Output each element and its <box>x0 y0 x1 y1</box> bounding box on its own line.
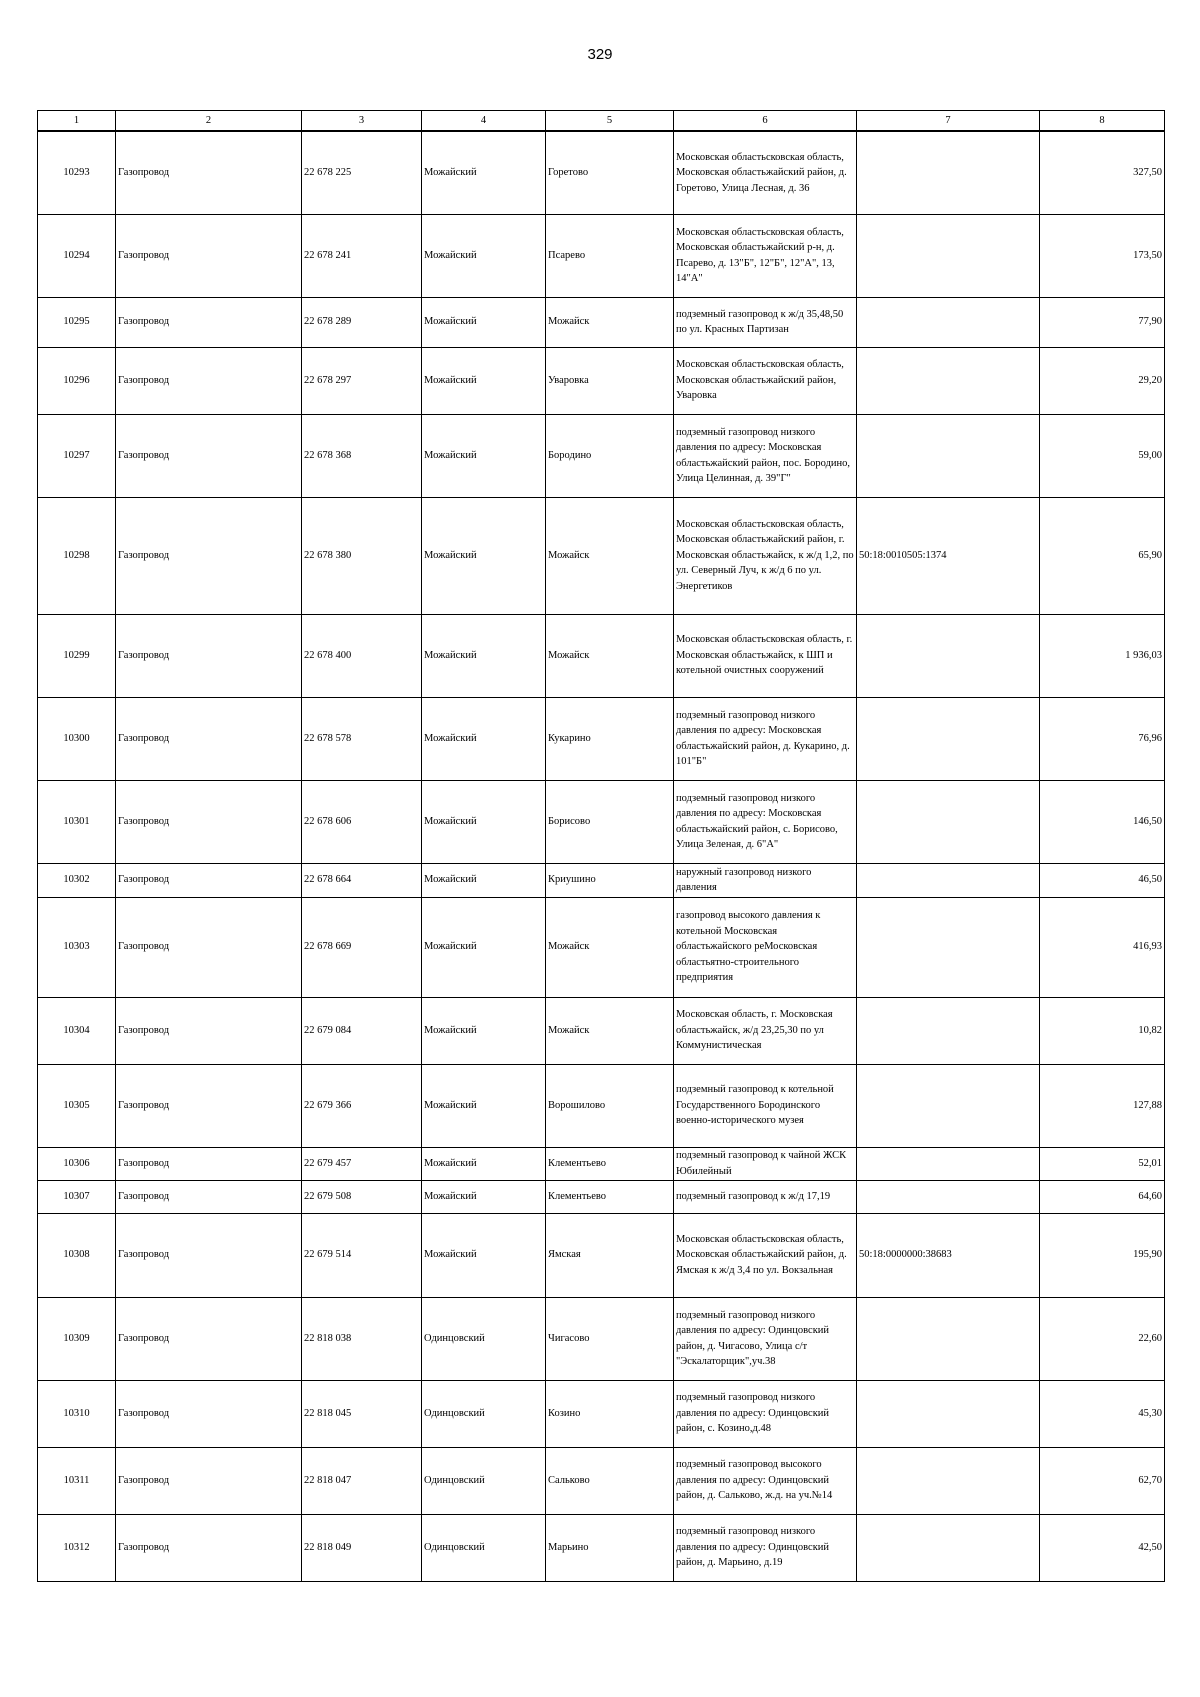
item-number: 10311 <box>38 1447 116 1514</box>
item-number: 10302 <box>38 863 116 897</box>
district: Можайский <box>422 131 546 214</box>
item-number: 10299 <box>38 614 116 697</box>
district: Можайский <box>422 497 546 614</box>
length-value: 45,30 <box>1040 1380 1165 1447</box>
registry-table <box>37 110 1165 1582</box>
length-value: 64,60 <box>1040 1180 1165 1213</box>
item-number: 10300 <box>38 697 116 780</box>
item-number: 10296 <box>38 347 116 414</box>
object-code: 22 818 049 <box>302 1514 422 1581</box>
locality: Марьино <box>546 1514 674 1581</box>
cadastral-number <box>857 897 1040 997</box>
column-number: 5 <box>546 111 674 132</box>
cadastral-number <box>857 1297 1040 1380</box>
object-code: 22 818 047 <box>302 1447 422 1514</box>
column-number: 8 <box>1040 111 1165 132</box>
table-row <box>38 1213 1165 1297</box>
table-row <box>38 780 1165 863</box>
length-value: 1 936,03 <box>1040 614 1165 697</box>
object-name: Газопровод <box>116 1297 302 1380</box>
address: газопровод высокого давления к котельной Московская областьжайского реМосковская областьятно-строительного предприятия <box>674 897 857 997</box>
table-row <box>38 1297 1165 1380</box>
table-row <box>38 1147 1165 1180</box>
object-code: 22 679 366 <box>302 1064 422 1147</box>
item-number: 10304 <box>38 997 116 1064</box>
item-number: 10309 <box>38 1297 116 1380</box>
address: Московская областьсковская область, Московская областьжайский р-н, д. Псарево, д. 13"Б", 12"Б", 12"А", 13, 14"А" <box>674 214 857 297</box>
object-name: Газопровод <box>116 697 302 780</box>
table-row <box>38 414 1165 497</box>
length-value: 416,93 <box>1040 897 1165 997</box>
object-name: Газопровод <box>116 997 302 1064</box>
cadastral-number <box>857 131 1040 214</box>
address: Московская областьсковская область, Московская областьжайский район, д. Ямская к ж/д 3,4 по ул. Вокзальная <box>674 1213 857 1297</box>
length-value: 195,90 <box>1040 1213 1165 1297</box>
length-value: 59,00 <box>1040 414 1165 497</box>
district: Можайский <box>422 297 546 347</box>
table-row <box>38 997 1165 1064</box>
cadastral-number <box>857 297 1040 347</box>
district: Одинцовский <box>422 1514 546 1581</box>
cadastral-number <box>857 1380 1040 1447</box>
table-row <box>38 497 1165 614</box>
cadastral-number: 50:18:0010505:1374 <box>857 497 1040 614</box>
length-value: 173,50 <box>1040 214 1165 297</box>
locality: Кукарино <box>546 697 674 780</box>
district: Одинцовский <box>422 1380 546 1447</box>
district: Можайский <box>422 697 546 780</box>
object-code: 22 679 514 <box>302 1213 422 1297</box>
object-name: Газопровод <box>116 1447 302 1514</box>
address: Московская область, г. Московская областьжайск, ж/д 23,25,30 по ул Коммунистическая <box>674 997 857 1064</box>
district: Можайский <box>422 614 546 697</box>
cadastral-number <box>857 414 1040 497</box>
object-name: Газопровод <box>116 414 302 497</box>
item-number: 10298 <box>38 497 116 614</box>
object-name: Газопровод <box>116 1180 302 1213</box>
locality: Можайск <box>546 997 674 1064</box>
address: подземный газопровод низкого давления по адресу: Московская областьжайский район, д. Кукарино, д. 101"Б" <box>674 697 857 780</box>
item-number: 10303 <box>38 897 116 997</box>
column-number: 6 <box>674 111 857 132</box>
item-number: 10307 <box>38 1180 116 1213</box>
locality: Можайск <box>546 297 674 347</box>
district: Одинцовский <box>422 1297 546 1380</box>
column-number: 7 <box>857 111 1040 132</box>
item-number: 10305 <box>38 1064 116 1147</box>
column-number: 2 <box>116 111 302 132</box>
length-value: 77,90 <box>1040 297 1165 347</box>
length-value: 42,50 <box>1040 1514 1165 1581</box>
length-value: 52,01 <box>1040 1147 1165 1180</box>
district: Можайский <box>422 414 546 497</box>
object-code: 22 678 297 <box>302 347 422 414</box>
object-name: Газопровод <box>116 131 302 214</box>
page-number: 329 <box>587 46 613 63</box>
object-code: 22 678 606 <box>302 780 422 863</box>
table-row <box>38 1064 1165 1147</box>
locality: Ямская <box>546 1213 674 1297</box>
address: Московская областьсковская область, Московская областьжайский район, г. Московская областьжайск, к ж/д 1,2, по ул. Северный Луч, к ж/д 6 по ул. Энергетиков <box>674 497 857 614</box>
length-value: 29,20 <box>1040 347 1165 414</box>
item-number: 10301 <box>38 780 116 863</box>
cadastral-number <box>857 1514 1040 1581</box>
address: Московская областьсковская область, Московская областьжайский район, д. Горетово, Улица Лесная, д. 36 <box>674 131 857 214</box>
district: Одинцовский <box>422 1447 546 1514</box>
object-name: Газопровод <box>116 1213 302 1297</box>
address: Московская областьсковская область, г. Московская областьжайск, к ШП и котельной очистных сооружений <box>674 614 857 697</box>
district: Можайский <box>422 1213 546 1297</box>
table-row <box>38 214 1165 297</box>
district: Можайский <box>422 1180 546 1213</box>
object-code: 22 678 664 <box>302 863 422 897</box>
table-row <box>38 1447 1165 1514</box>
locality: Ворошилово <box>546 1064 674 1147</box>
table-row <box>38 1514 1165 1581</box>
item-number: 10306 <box>38 1147 116 1180</box>
object-name: Газопровод <box>116 863 302 897</box>
length-value: 62,70 <box>1040 1447 1165 1514</box>
table-row <box>38 697 1165 780</box>
length-value: 146,50 <box>1040 780 1165 863</box>
length-value: 327,50 <box>1040 131 1165 214</box>
table-row <box>38 1380 1165 1447</box>
object-name: Газопровод <box>116 1380 302 1447</box>
table-row <box>38 863 1165 897</box>
length-value: 22,60 <box>1040 1297 1165 1380</box>
object-code: 22 679 084 <box>302 997 422 1064</box>
address: подземный газопровод высокого давления по адресу: Одинцовский район, д. Сальково, ж.д. на уч.№14 <box>674 1447 857 1514</box>
item-number: 10294 <box>38 214 116 297</box>
address: подземный газопровод низкого давления по адресу: Одинцовский район, с. Козино,д.48 <box>674 1380 857 1447</box>
table-row <box>38 297 1165 347</box>
cadastral-number <box>857 347 1040 414</box>
column-number-row <box>38 111 1165 132</box>
locality: Можайск <box>546 897 674 997</box>
address: подземный газопровод низкого давления по адресу: Московская областьжайский район, пос. Бородино, Улица Целинная, д. 39"Г" <box>674 414 857 497</box>
item-number: 10312 <box>38 1514 116 1581</box>
length-value: 10,82 <box>1040 997 1165 1064</box>
cadastral-number <box>857 1447 1040 1514</box>
locality: Клементьево <box>546 1147 674 1180</box>
cadastral-number <box>857 1147 1040 1180</box>
object-name: Газопровод <box>116 780 302 863</box>
address: подземный газопровод низкого давления по адресу: Одинцовский район, д. Марьино, д.19 <box>674 1514 857 1581</box>
length-value: 65,90 <box>1040 497 1165 614</box>
district: Можайский <box>422 214 546 297</box>
cadastral-number <box>857 863 1040 897</box>
address: Московская областьсковская область, Московская областьжайский район, Уваровка <box>674 347 857 414</box>
item-number: 10293 <box>38 131 116 214</box>
table-row <box>38 897 1165 997</box>
district: Можайский <box>422 897 546 997</box>
item-number: 10308 <box>38 1213 116 1297</box>
district: Можайский <box>422 1147 546 1180</box>
district: Можайский <box>422 863 546 897</box>
locality: Можайск <box>546 497 674 614</box>
object-code: 22 678 241 <box>302 214 422 297</box>
length-value: 46,50 <box>1040 863 1165 897</box>
cadastral-number <box>857 214 1040 297</box>
object-name: Газопровод <box>116 1147 302 1180</box>
district: Можайский <box>422 997 546 1064</box>
cadastral-number <box>857 1180 1040 1213</box>
locality: Можайск <box>546 614 674 697</box>
object-code: 22 678 289 <box>302 297 422 347</box>
object-code: 22 818 038 <box>302 1297 422 1380</box>
address: подземный газопровод низкого давления по адресу: Московская областьжайский район, с. Борисово, Улица Зеленая, д. 6"А" <box>674 780 857 863</box>
object-name: Газопровод <box>116 214 302 297</box>
locality: Клементьево <box>546 1180 674 1213</box>
length-value: 76,96 <box>1040 697 1165 780</box>
address: подземный газопровод к чайной ЖСК Юбилейный <box>674 1147 857 1180</box>
district: Можайский <box>422 347 546 414</box>
object-name: Газопровод <box>116 897 302 997</box>
object-code: 22 679 457 <box>302 1147 422 1180</box>
address: наружный газопровод низкого давления <box>674 863 857 897</box>
item-number: 10310 <box>38 1380 116 1447</box>
object-code: 22 678 578 <box>302 697 422 780</box>
locality: Горетово <box>546 131 674 214</box>
table-row <box>38 1180 1165 1213</box>
cadastral-number <box>857 697 1040 780</box>
locality: Козино <box>546 1380 674 1447</box>
cadastral-number <box>857 780 1040 863</box>
column-number: 1 <box>38 111 116 132</box>
address: подземный газопровод к ж/д 17,19 <box>674 1180 857 1213</box>
address: подземный газопровод к ж/д 35,48,50 по ул. Красных Партизан <box>674 297 857 347</box>
object-code: 22 678 400 <box>302 614 422 697</box>
object-code: 22 678 225 <box>302 131 422 214</box>
address: подземный газопровод к котельной Государственного Бородинского военно-исторического музея <box>674 1064 857 1147</box>
table-row <box>38 347 1165 414</box>
object-name: Газопровод <box>116 347 302 414</box>
item-number: 10295 <box>38 297 116 347</box>
object-name: Газопровод <box>116 614 302 697</box>
locality: Псарево <box>546 214 674 297</box>
object-name: Газопровод <box>116 497 302 614</box>
locality: Борисово <box>546 780 674 863</box>
column-number: 4 <box>422 111 546 132</box>
district: Можайский <box>422 780 546 863</box>
object-code: 22 818 045 <box>302 1380 422 1447</box>
object-code: 22 678 368 <box>302 414 422 497</box>
district: Можайский <box>422 1064 546 1147</box>
cadastral-number: 50:18:0000000:38683 <box>857 1213 1040 1297</box>
locality: Криушино <box>546 863 674 897</box>
object-name: Газопровод <box>116 1064 302 1147</box>
address: подземный газопровод низкого давления по адресу: Одинцовский район, д. Чигасово, Улица с/т "Эскалаторщик",уч.38 <box>674 1297 857 1380</box>
cadastral-number <box>857 997 1040 1064</box>
object-code: 22 678 380 <box>302 497 422 614</box>
locality: Уваровка <box>546 347 674 414</box>
locality: Чигасово <box>546 1297 674 1380</box>
object-code: 22 678 669 <box>302 897 422 997</box>
table-row <box>38 131 1165 214</box>
cadastral-number <box>857 1064 1040 1147</box>
object-code: 22 679 508 <box>302 1180 422 1213</box>
length-value: 127,88 <box>1040 1064 1165 1147</box>
column-number: 3 <box>302 111 422 132</box>
item-number: 10297 <box>38 414 116 497</box>
locality: Сальково <box>546 1447 674 1514</box>
object-name: Газопровод <box>116 1514 302 1581</box>
cadastral-number <box>857 614 1040 697</box>
locality: Бородино <box>546 414 674 497</box>
table-row <box>38 614 1165 697</box>
object-name: Газопровод <box>116 297 302 347</box>
